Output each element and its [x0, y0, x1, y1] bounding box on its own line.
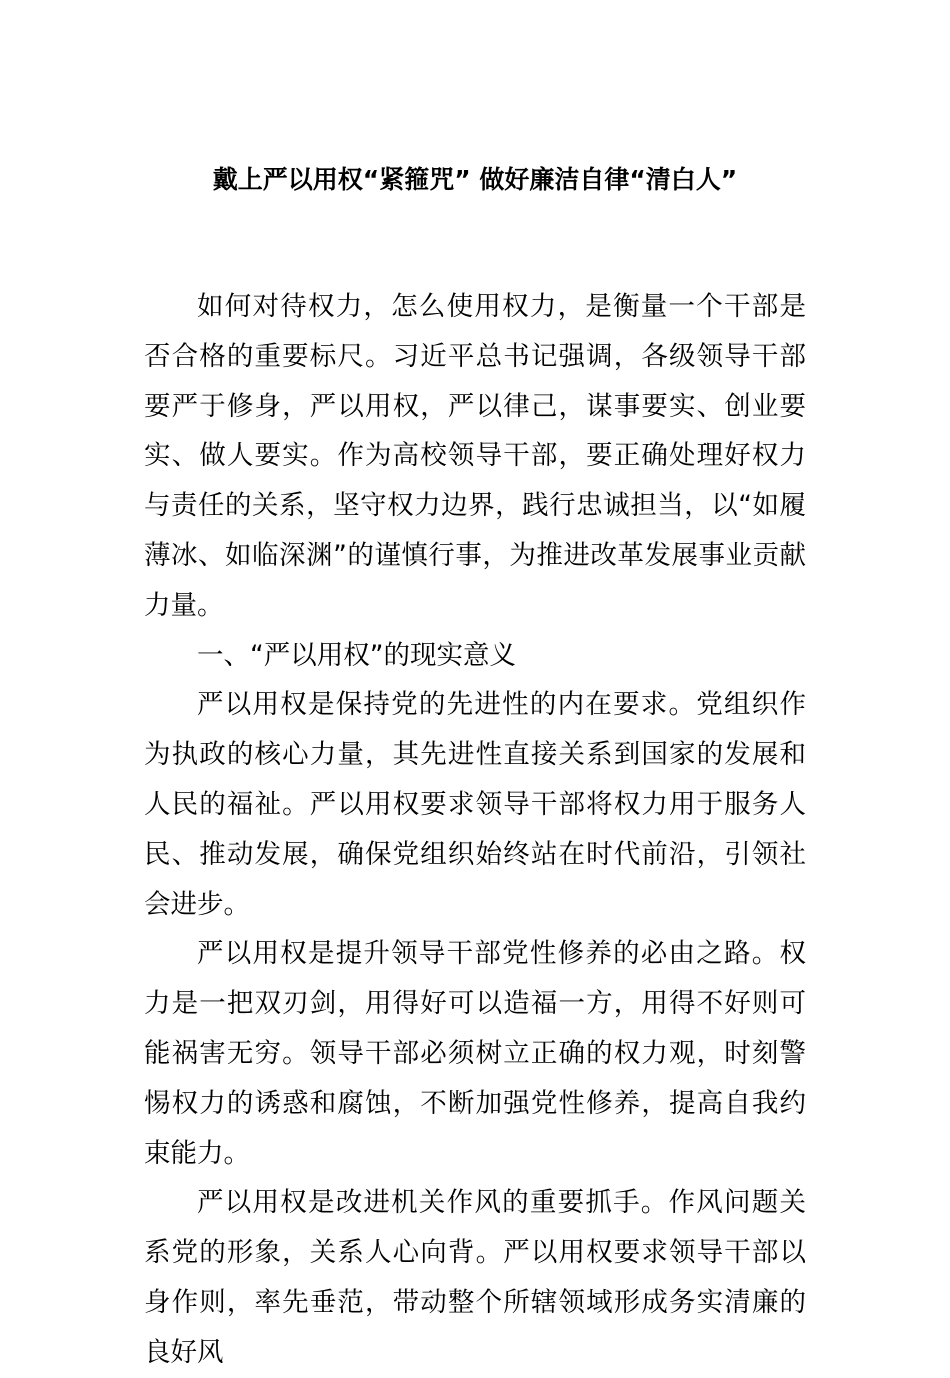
paragraph-advancement: 严以用权是保持党的先进性的内在要求。党组织作为执政的核心力量，其先进性直接关系到国家的发展和人民的福祉。严以用权要求领导干部将权力用于服务人民、推动发展，确保党组织始终站在时代前沿，引领社会进步。 [144, 689, 806, 920]
paragraph-party-spirit: 严以用权是提升领导干部党性修养的必由之路。权力是一把双刃剑，用得好可以造福一方，用得不好则可能祸害无穷。领导干部必须树立正确的权力观，时刻警惕权力的诱惑和腐蚀，不断加强党性修养，提高自我约束能力。 [144, 938, 806, 1169]
paragraph-intro: 如何对待权力，怎么使用权力，是衡量一个干部是否合格的重要标尺。习近平总书记强调，各级领导干部要严于修身，严以用权，严以律己，谋事要实、创业要实、做人要实。作为高校领导干部，要正确处理好权力与责任的关系，坚守权力边界，践行忠诚担当，以“如履薄冰、如临深渊”的谨慎行事，为推进改革发展事业贡献力量。 [144, 291, 806, 621]
paragraph-work-style: 严以用权是改进机关作风的重要抓手。作风问题关系党的形象，关系人心向背。严以用权要求领导干部以身作则，率先垂范，带动整个所辖领域形成务实清廉的良好风 [144, 1187, 806, 1368]
section-heading: 一、“严以用权”的现实意义 [197, 639, 516, 671]
document-title: 戴上严以用权“紧箍咒” 做好廉洁自律“清白人” [212, 165, 738, 194]
document-body [144, 282, 806, 1378]
